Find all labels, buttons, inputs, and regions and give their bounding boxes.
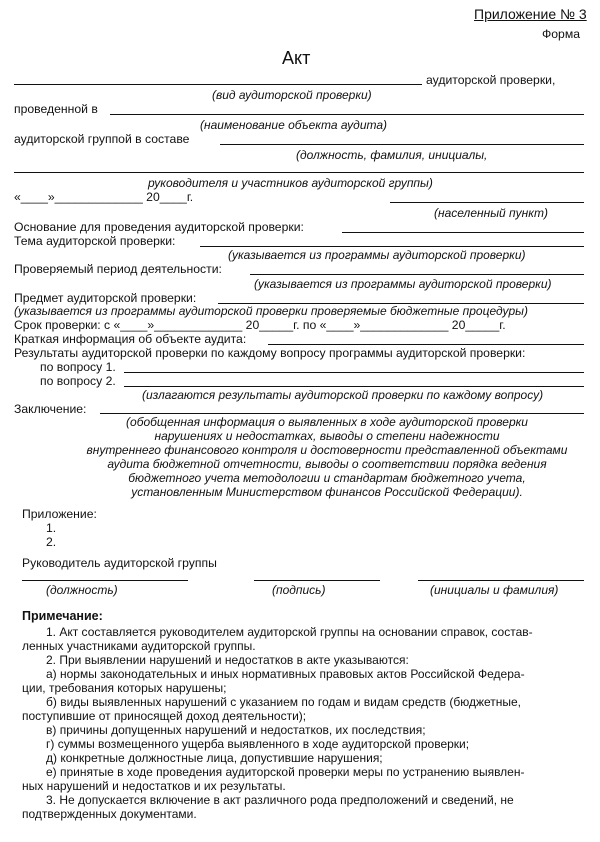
conclusion-hint-5: бюджетного учета методологии и стандартам бюджетного учета, [128, 471, 526, 485]
attachments-label: Приложение: [22, 507, 97, 521]
note-line: е) принятые в ходе проведения аудиторской проверки меры по устранению выявлен- [46, 765, 525, 779]
note-line: ции, требования которых нарушены; [22, 681, 227, 695]
leaders-hint: руководителя и участников аудиторской группы) [148, 176, 433, 190]
question-1-line[interactable] [124, 372, 584, 373]
conclusion-hint-2: нарушениях и недостатках, выводы о степени надежности [154, 429, 500, 443]
question-2: по вопросу 2. [40, 374, 116, 388]
subject-label: Предмет аудиторской проверки: [14, 291, 197, 305]
conclusion-label: Заключение: [14, 402, 87, 416]
conclusion-hint-3: внутреннего финансового контроля и достоверности представленной объектами [86, 443, 568, 457]
attachment-2: 2. [46, 535, 57, 549]
signature-position-hint: (должность) [46, 583, 118, 597]
term-line[interactable]: Срок проверки: с «____»_____________ 20_____г. по «____»_____________ 20_____г. [14, 318, 506, 332]
topic-label: Тема аудиторской проверки: [14, 234, 176, 248]
brief-line[interactable] [268, 344, 584, 345]
place-line[interactable] [390, 202, 584, 203]
group-line-2[interactable] [14, 172, 584, 173]
topic-hint: (указывается из программы аудиторской проверки) [228, 248, 526, 262]
position-hint: (должность, фамилия, инициалы, [296, 148, 488, 162]
note-line: поступившие от приносящей доход деятельности); [22, 709, 307, 723]
note-line: 1. Акт составляется руководителем аудиторской группы на основании справок, состав- [46, 625, 533, 639]
document-title: Акт [282, 48, 311, 68]
period-line[interactable] [250, 274, 584, 275]
position-line[interactable] [22, 580, 188, 581]
date-line[interactable]: «____»_____________ 20____г. [14, 190, 194, 204]
results-hint: (излагаются результаты аудиторской проверки по каждому вопросу) [142, 388, 544, 402]
question-2-line[interactable] [124, 386, 584, 387]
signature-line[interactable] [254, 580, 380, 581]
note-line: ных нарушений и недостатков и их результаты. [22, 779, 286, 793]
form-label: Форма [542, 27, 580, 41]
note-line: подтвержденных документами. [22, 807, 197, 821]
audit-object-line[interactable] [110, 114, 584, 115]
subject-hint: (указывается из программы аудиторской проверки проверяемые бюджетные процедуры) [14, 304, 528, 318]
period-label: Проверяемый период деятельности: [14, 262, 222, 276]
audit-check-label: аудиторской проверки, [426, 73, 556, 87]
place-hint: (населенный пункт) [434, 206, 549, 220]
note-line: д) конкретные должностные лица, допустившие нарушения; [46, 751, 383, 765]
basis-label: Основание для проведения аудиторской проверки: [14, 220, 304, 234]
conclusion-hint-6: установленным Министерством финансов Российской Федерации). [131, 485, 523, 499]
note-line: 2. При выявлении нарушений и недостатков в акте указываются: [46, 653, 409, 667]
appendix-label: Приложение № 3 [474, 6, 587, 22]
period-hint: (указывается из программы аудиторской проверки) [254, 277, 552, 291]
basis-line[interactable] [342, 232, 584, 233]
name-line[interactable] [418, 580, 584, 581]
brief-label: Краткая информация об объекте аудита: [14, 332, 247, 346]
group-line[interactable] [220, 144, 584, 145]
conclusion-line[interactable] [100, 413, 584, 414]
note-line: в) причины допущенных нарушений и недостатков, их последствия; [46, 723, 426, 737]
results-label: Результаты аудиторской проверки по каждому вопросу программы аудиторской проверки: [14, 346, 526, 360]
audit-object-hint: (наименование объекта аудита) [200, 118, 388, 132]
question-1: по вопросу 1. [40, 360, 116, 374]
audit-type-line[interactable] [14, 84, 422, 85]
note-line: ленных участниками аудиторской группы. [22, 639, 256, 653]
conducted-in-label: проведенной в [14, 102, 98, 116]
note-line: 3. Не допускается включение в акт различного рода предположений и сведений, не [46, 793, 514, 807]
group-label: аудиторской группой в составе [14, 132, 190, 146]
signature-name-hint: (инициалы и фамилия) [430, 583, 559, 597]
note-line: а) нормы законодательных и иных нормативных правовых актов Российской Федера- [46, 667, 525, 681]
conclusion-hint-4: аудита бюджетной отчетности, выводы о соответствии порядка ведения [107, 457, 547, 471]
note-line: б) виды выявленных нарушений с указанием по годам и видам средств (бюджетные, [46, 695, 522, 709]
conclusion-hint-1: (обобщенная информация о выявленных в ходе аудиторской проверки [126, 415, 528, 429]
leader-label: Руководитель аудиторской группы [22, 556, 217, 570]
note-title: Примечание: [22, 609, 103, 623]
note-line: г) суммы возмещенного ущерба выявленного в ходе аудиторской проверки; [46, 737, 470, 751]
audit-type-hint: (вид аудиторской проверки) [212, 88, 372, 102]
signature-sign-hint: (подпись) [272, 583, 326, 597]
attachment-1: 1. [46, 521, 57, 535]
topic-line[interactable] [200, 246, 584, 247]
